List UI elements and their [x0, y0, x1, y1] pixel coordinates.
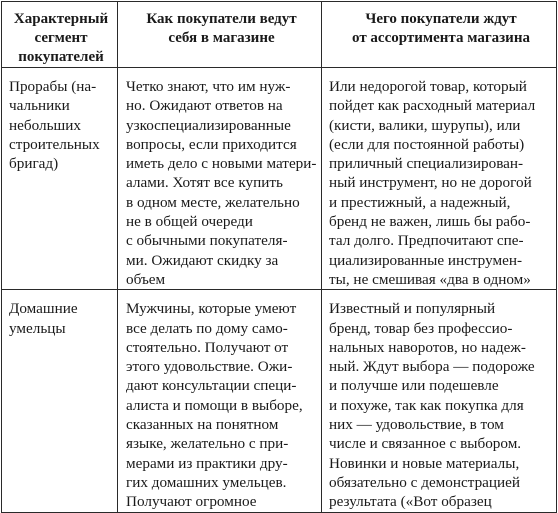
- segment-text: Прорабы (на- чальники небольших строительных бригад): [9, 78, 100, 173]
- expectations-text: Известный и популярный бренд, товар без профессио- нальных наворотов, но надеж- ный. Ждут выбора — подороже и получше или подешевле и похуже, так как покупка для них — удовольствие, в том числе и связанное с выбором. Новинки и новые материалы, обязательно с демонстрацией результата («Вот образец: [329, 300, 535, 511]
- expectations-text: Или недорогой товар, который пойдет как расходный материал (кисти, валики, шурупы), или (если для постоянной работы) приличный специализирован- ный инструмент, но не дорогой и престижный, а надежный, бренд не важен, лишь бы рабо- тал долго. Предпочитают спе- циализированные инструмен- ты, не смешивая «два в одном»: [329, 78, 536, 288]
- header-behavior-label: Как покупатели ведут себя в магазине: [146, 11, 297, 46]
- behavior-cell: [118, 290, 322, 512]
- segment-text: Домашние умельцы: [9, 300, 78, 337]
- customer-segments-table: [1, 1, 557, 513]
- segment-cell: [2, 68, 118, 290]
- table-row: [2, 290, 557, 512]
- expectations-cell: [322, 290, 557, 512]
- segment-cell: [2, 290, 118, 512]
- behavior-cell: [118, 68, 322, 290]
- header-segment-label: Характерный сегмент покупателей: [13, 11, 109, 65]
- header-cell-behavior: [118, 2, 322, 68]
- header-expectations-label: Чего покупатели ждут от ассортимента магазина: [352, 11, 530, 46]
- table-row: [2, 68, 557, 290]
- header-cell-segment: [2, 2, 118, 68]
- behavior-text: Четко знают, что им нуж- но. Ожидают ответов на узкоспециализированные вопросы, если приходится иметь дело с новыми матери- алами. Хотят все купить в одном месте, желательно не в общей очереди с обычными покупателя- ми. Ожидают скидку за объем: [126, 78, 317, 288]
- expectations-cell: [322, 68, 557, 290]
- behavior-text: Мужчины, которые умеют все делать по дому само- стоятельно. Получают от этого удовольствие. Ожи- дают консультации специ- алиста и помощи в выборе, сказанных на понятном языке, желательно с при- мерами из практики дру- гих домашних умельцев. Получают огромное: [126, 300, 303, 511]
- table-header-row: [2, 2, 557, 68]
- header-cell-expectations: [322, 2, 557, 68]
